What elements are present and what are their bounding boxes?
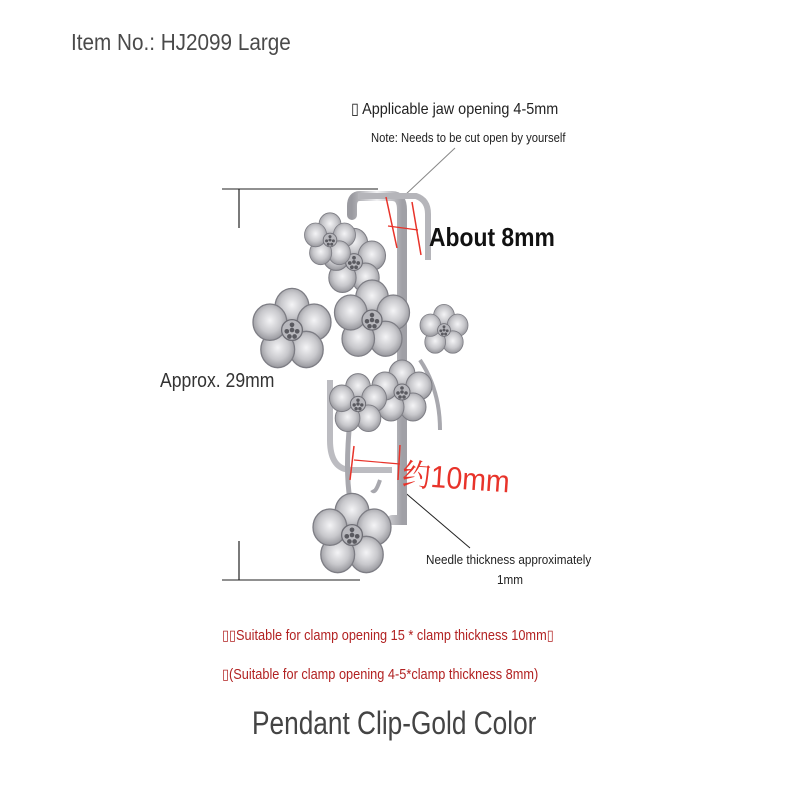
needle-thickness-value: 1mm: [497, 572, 524, 587]
item-number: Item No.: HJ2099 Large: [71, 29, 291, 55]
about-width-label: About 8mm: [429, 222, 555, 252]
product-title: Pendant Clip-Gold Color: [252, 705, 537, 741]
approx-length-label: Approx. 29mm: [160, 370, 275, 392]
suitable-large-note: ▯▯Suitable for clamp opening 15 * clamp thickness 10mm▯: [222, 628, 554, 644]
jaw-opening-label: ▯ Applicable jaw opening 4-5mm: [351, 101, 559, 118]
needle-thickness-label: Needle thickness approximately: [426, 552, 592, 567]
about-10mm-label: 约10mm: [401, 456, 511, 500]
cut-note: Note: Needs to be cut open by yourself: [371, 131, 566, 145]
suitable-small-note: ▯(Suitable for clamp opening 4-5*clamp thickness 8mm): [222, 667, 539, 683]
